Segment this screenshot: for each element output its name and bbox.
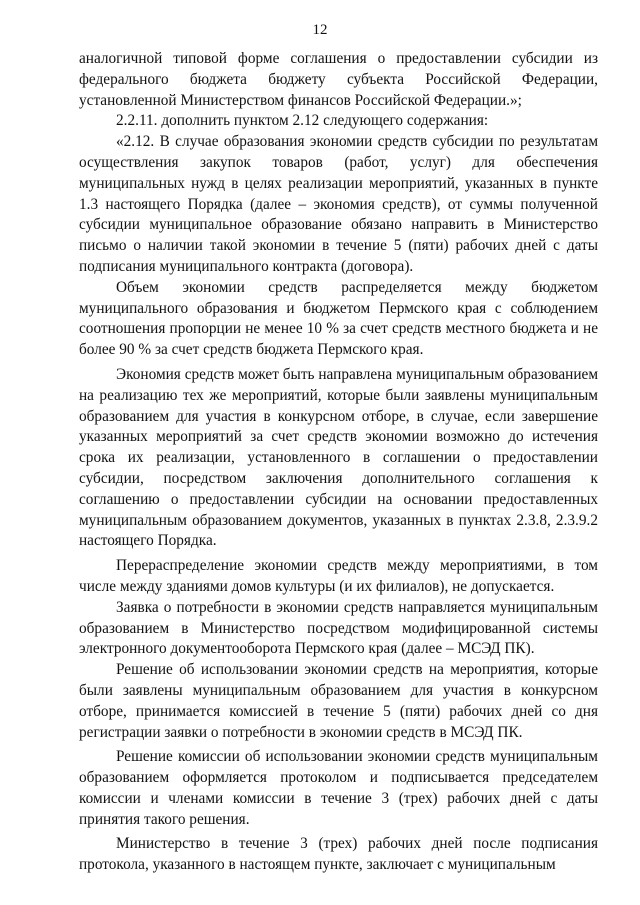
- document-body: [79, 49, 598, 876]
- paragraph-2-12: «2.12. В случае образования экономии средств субсидии по результатам осуществления закупок товаров (работ, услуг) для обеспечения муниципальных нужд в целях реализации мероприятий, указанных в пункте 1.3 настоящего Порядка (далее – экономия средств), от суммы полученной субсидии муниципальное образование обязано направить в Министерство письмо о наличии такой экономии в течение 5 (пяти) рабочих дней с даты подписания муниципального контракта (договора).: [79, 133, 598, 275]
- paragraph-commission-decision: Решение комиссии об использовании экономии средств муниципальным образованием оформляется протоколом и подписывается председателем комиссии и членами комиссии в течение 3 (трех) рабочих дней с даты принятия такого решения.: [79, 748, 598, 828]
- paragraph-ministry: Министерство в течение 3 (трех) рабочих дней после подписания протокола, указанного в настоящем пункте, заключает с муниципальным: [79, 835, 598, 874]
- paragraph-decision: Решение об использовании экономии средств на мероприятия, которые были заявлены муниципальным образованием для участия в конкурсном отборе, принимается комиссией в течение 5 (пяти) рабочих дней со дня регистрации заявки о потребности в экономии средств в МСЭД ПК.: [79, 661, 598, 741]
- paragraph-2-2-11: 2.2.11. дополнить пунктом 2.12 следующего содержания:: [116, 112, 489, 130]
- paragraph-1-continuation: аналогичной типовой форме соглашения о предоставлении субсидии из федерального бюджета бюджету субъекта Российской Федерации, установленной Министерством финансов Российской Федерации.»;: [79, 50, 598, 109]
- paragraph-economy-direction: Экономия средств может быть направлена муниципальным образованием на реализацию тех же мероприятий, которые были заявлены муниципальным образованием для участия в конкурсном отборе, в случае, если завершение указанных мероприятий за счет средств экономии возможно до истечения срока их реализации, установленного в соглашении о предоставлении субсидии, посредством заключения дополнительного соглашения к соглашению о предоставлении субсидии на основании предоставленных муниципальным образованием документов, указанных в пунктах 2.3.8, 2.3.9.2 настоящего Порядка.: [79, 365, 598, 550]
- paragraph-redistribution: Перераспределение экономии средств между мероприятиями, в том числе между зданиями домов культуры (и их филиалов), не допускается.: [79, 557, 598, 595]
- paragraph-economy-volume: Объем экономии средств распределяется между бюджетом муниципального образования и бюджетом Пермского края с соблюдением соотношения пропорции не менее 10 % за счет средств местного бюджета и не более 90 % за счет средств бюджета Пермского края.: [79, 278, 598, 359]
- page-number: 12: [312, 22, 328, 38]
- paragraph-application: Заявка о потребности в экономии средств направляется муниципальным образованием в Министерство посредством модифицированной системы электронного документооборота Пермского края (далее – МСЭД ПК).: [79, 598, 598, 658]
